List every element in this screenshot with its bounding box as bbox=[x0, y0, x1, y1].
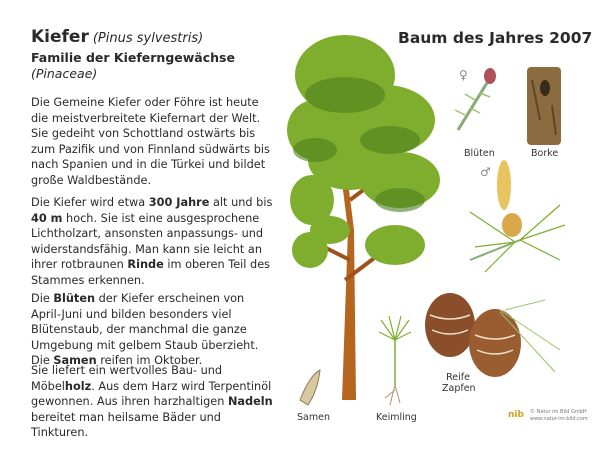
latin-name: (Pinus sylvestris) bbox=[92, 31, 204, 46]
tree-of-year-badge: Baum des Jahres 2007 bbox=[398, 29, 593, 47]
label-flowers: Blüten bbox=[464, 148, 495, 159]
cones-illustration bbox=[425, 293, 560, 377]
family-name: Familie der Kieferngewächse bbox=[31, 50, 235, 65]
paragraph-flowers: Die Blüten der Kiefer erscheinen von April-Juni und bilden besonders viel Blütenstaub, der manchmal die ganze Umgebung mit gelbem Staub überzieht. Die Samen reifen im Oktober. bbox=[31, 292, 259, 368]
male-symbol: ♂ bbox=[480, 165, 491, 179]
seedling-illustration bbox=[379, 316, 411, 405]
seed-illustration bbox=[300, 370, 320, 405]
female-symbol: ♀ bbox=[459, 68, 468, 82]
label-seeds: Samen bbox=[297, 412, 330, 423]
paragraph-uses: Sie liefert ein wertvolles Bau- und Möbelholz. Aus dem Harz wird Terpentinöl gewonnen. Aus ihren harzhaltigen Nadeln bereitet man heilsame Bäder und Tinkturen. bbox=[31, 364, 273, 440]
publisher-logo: nib bbox=[508, 410, 524, 420]
paragraph-age: Die Kiefer wird etwa 300 Jahre alt und bis 40 m hoch. Sie ist eine ausgesprochene Lichtholzart, ansonsten anpassungs- und widerstandsfähig. Man kann sie leicht an ihrer rotbraunen Rinde im oberen Teil des Stammes erkennen. bbox=[31, 196, 273, 287]
title-text: Kiefer bbox=[31, 27, 89, 47]
bark-illustration bbox=[527, 67, 561, 145]
publisher-credit: © Natur im Bild GmbH www.natur-im-bild.com bbox=[530, 409, 588, 422]
page-title bbox=[31, 27, 203, 47]
label-bark: Borke bbox=[531, 148, 559, 159]
pine-tree-illustration bbox=[287, 35, 440, 400]
family-latin: (Pinaceae) bbox=[31, 66, 98, 81]
label-cones: Reife Zapfen bbox=[442, 372, 476, 394]
paragraph-intro: Die Gemeine Kiefer oder Föhre ist heute die meistverbreitete Kiefernart der Welt. Sie gedeiht von Schottland ostwärts bis zum Pazifik und von Finnland südwärts bis nach Spanien und in die Türkei und bildet große Waldbestände. bbox=[31, 96, 270, 187]
label-seedling: Keimling bbox=[376, 412, 417, 423]
